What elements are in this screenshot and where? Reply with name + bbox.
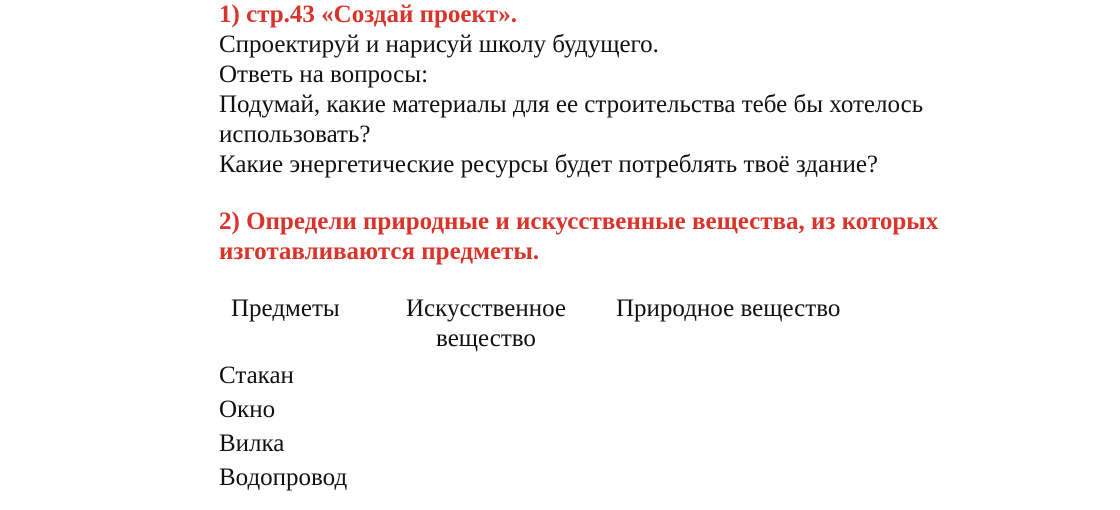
task-1-heading: 1) стр.43 «Создай проект». [219, 1, 517, 28]
column-header-artificial [401, 294, 571, 354]
task-2-heading-line: изготавливаются предметы. [219, 238, 540, 265]
table-row: Окно [219, 396, 276, 423]
task-1-line: Подумай, какие материалы для ее строительства тебе бы хотелось [219, 91, 924, 118]
table-rows [219, 359, 347, 495]
column-header-natural: Природное вещество [616, 295, 841, 322]
task-1-line: использовать? [219, 121, 371, 148]
task-2-block [219, 207, 938, 267]
task-1-line: Спроектируй и нарисуй школу будущего. [219, 31, 659, 58]
task-1-line: Ответь на вопросы: [219, 61, 429, 88]
table-row: Водопровод [219, 464, 348, 491]
column-header-artificial-line: Искусственное [406, 295, 566, 322]
task-1-line: Какие энергетические ресурсы будет потреблять твоё здание? [219, 151, 879, 178]
column-header-items: Предметы [231, 295, 340, 322]
table-row: Стакан [219, 362, 294, 389]
task-2-heading-line: 2) Определи природные и искусственные вещества, из которых [219, 208, 939, 235]
task-1-block [219, 0, 923, 180]
column-header-artificial-line: вещество [436, 325, 536, 352]
table-row: Вилка [219, 430, 285, 457]
